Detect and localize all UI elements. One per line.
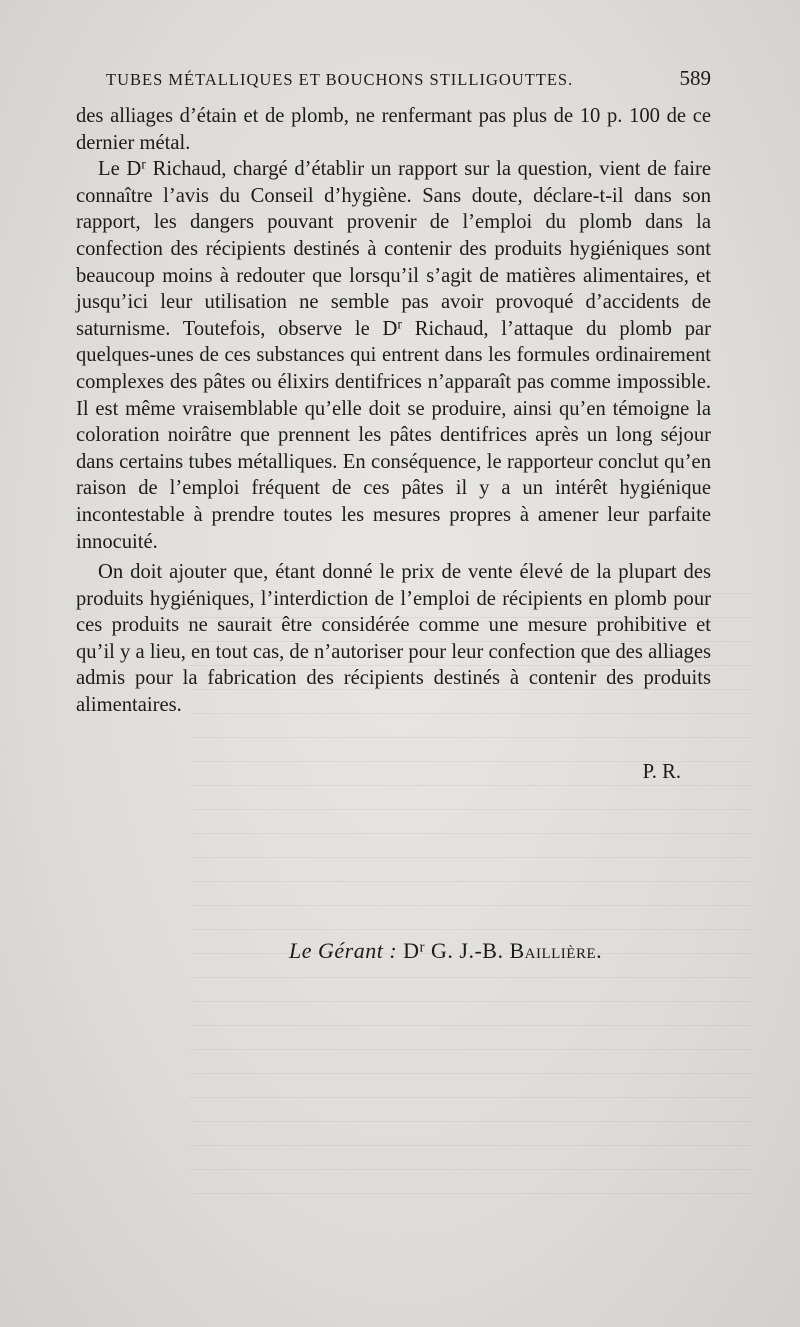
paragraph-1: des alliages d’étain et de plomb, ne renfermant pas plus de 10 p. 100 de ce dernier métal. [76,105,711,154]
signature-label: Le Gérant : [289,938,398,963]
paragraph-2-part-3: Richaud, l’attaque du plomb par quelques-unes de ces substances qui entrent dans les formules ordinairement complexes des pâtes ou élixirs dentifrices n’apparaît pas comme impossible. Il est même vraisemblable qu’elle doit se produire, ainsi qu’en témoigne la coloration noirâtre que prennent les pâtes dentifrices après un long séjour dans certains tubes métalliques. En conséquence, le rapporteur conclut qu’en raison de l’emploi fréquent de ces pâtes il y a un intérêt hygiénique incontestable à prendre toutes les mesures propres à amener leur parfaite innocuité. [76,317,712,553]
paragraph-2-part-1: Le D [98,158,142,181]
body-text [76,103,711,719]
author-initials-line [76,759,711,786]
running-title: TUBES MÉTALLIQUES ET BOUCHONS STILLIGOUTTES. [106,70,574,89]
signature-dr: D [403,938,420,963]
paragraph-2 [76,156,711,555]
page-number: 589 [679,66,711,90]
signature-name: G. J.-B. Baillière. [431,938,603,963]
paragraph-3: On doit ajouter que, étant donné le prix de vente élevé de la plupart des produits hygiéniques, l’interdiction de l’emploi de récipients en plomb pour ces produits ne saurait être considérée comme une mesure prohibitive et qu’il y a lieu, en tout cas, de n’autoriser pour leur confection que des alliages admis pour la fabrication des récipients destinés à contenir des produits alimentaires. [76,561,711,717]
doctor-superscript: r [141,157,146,173]
paragraph-2-part-2: Richaud, chargé d’établir un rapport sur la question, vient de faire connaître l’avis du Conseil d’hygiène. Sans doute, déclare-t-il dans son rapport, les dangers pouvant provenir de l’emploi du plomb dans la confection des récipients destinés à contenir des produits hygiéniques sont beaucoup moins à redouter que lorsqu’il s’agit de matières alimentaires, et jusqu’ici leur utilisation ne semble pas avoir provoqué d’accidents de saturnisme. Toutefois, observe le D [76,158,711,340]
publisher-signature [289,938,602,964]
doctor-superscript: r [397,317,403,333]
running-header [106,66,711,91]
signature-dr-superscript: r [419,939,426,956]
author-initials: P. R. [642,761,681,783]
